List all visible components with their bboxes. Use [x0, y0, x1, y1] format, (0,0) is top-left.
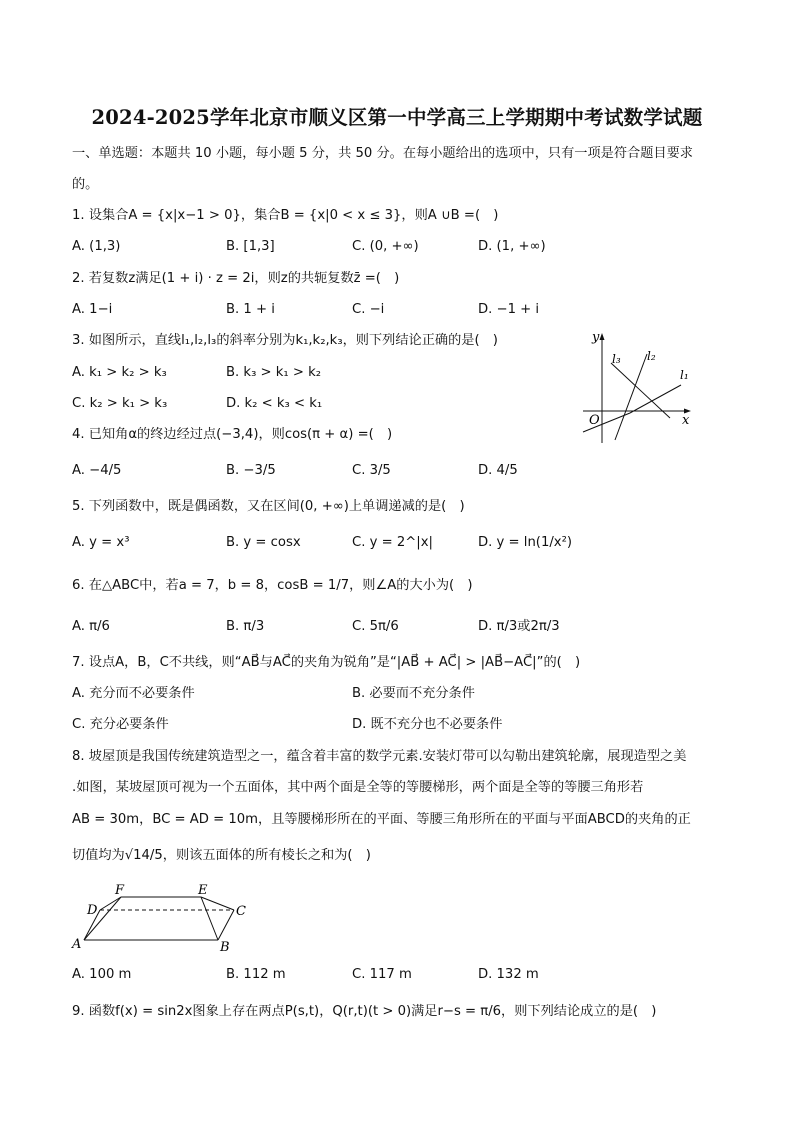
q4-option-c: C. 3/5 [352, 463, 391, 478]
question-8-line1: 8. 坡屋顶是我国传统建筑造型之一，蕴含着丰富的数学元素.安装灯带可以勾勒出建筑轮廓，展现造型之美 [72, 749, 687, 764]
l1-label: l₁ [680, 368, 689, 382]
q8-option-b: B. 112 m [226, 967, 286, 982]
y-axis-arrow [600, 333, 605, 340]
question-9-stem: 9. 函数f(x) = sin2x图象上存在两点P(s,t)，Q(r,t)(t > 0)满足r−s = π/6，则下列结论成立的是( ) [72, 1004, 657, 1019]
section-heading-line2: 的。 [72, 177, 99, 192]
q2-option-c: C. −i [352, 302, 385, 317]
question-5-stem: 5. 下列函数中，既是偶函数，又在区间(0, +∞)上单调递减的是( ) [72, 499, 465, 514]
q8-option-c: C. 117 m [352, 967, 412, 982]
q5-option-a: A. y = x³ [72, 535, 130, 550]
q6-option-d: D. π/3或2π/3 [478, 619, 560, 634]
q6-option-c: C. 5π/6 [352, 619, 399, 634]
q2-option-b: B. 1 + i [226, 302, 275, 317]
roof-solid-figure [68, 880, 258, 955]
vertex-e: E [198, 883, 208, 898]
lines-slope-figure [575, 328, 700, 446]
origin-label: O [589, 413, 600, 428]
q2-option-d: D. −1 + i [478, 302, 540, 317]
question-4-stem: 4. 已知角α的终边经过点(−3,4)，则cos(π + α) =( ) [72, 427, 393, 442]
question-8-line3: AB = 30m，BC = AD = 10m，且等腰梯形所在的平面、等腰三角形所在的平面与平面ABCD的夹角的正 [72, 812, 691, 827]
question-8-line2: .如图，某坡屋顶可视为一个五面体，其中两个面是全等的等腰梯形，两个面是全等的等腰三角形若 [72, 780, 644, 795]
question-7-stem: 7. 设点A，B，C不共线，则“AB⃗与AC⃗的夹角为锐角”是“|AB⃗ + AC⃗| > |AB⃗−AC⃗|”的( ) [72, 655, 581, 670]
q4-option-a: A. −4/5 [72, 463, 122, 478]
line-l1 [630, 385, 681, 413]
q1-option-a: A. (1,3) [72, 239, 121, 254]
question-3-stem: 3. 如图所示，直线l₁,l₂,l₃的斜率分别为k₁,k₂,k₃，则下列结论正确的是( ) [72, 333, 498, 348]
q5-option-b: B. y = cosx [226, 535, 301, 550]
q6-option-b: B. π/3 [226, 619, 265, 634]
q1-option-b: B. [1,3] [226, 239, 275, 254]
q5-option-c: C. y = 2^|x| [352, 535, 433, 550]
q8-option-d: D. 132 m [478, 967, 539, 982]
section-heading-line1: 一、单选题：本题共 10 小题，每小题 5 分，共 50 分。在每小题给出的选项中，只有一项是符合题目要求 [72, 146, 693, 161]
q7-option-a: A. 充分而不必要条件 [72, 686, 195, 701]
vertex-c: C [236, 904, 246, 919]
question-1-stem: 1. 设集合A = {x|x−1 > 0}，集合B = {x|0 < x ≤ 3}，则A ∪B =( ) [72, 208, 499, 223]
vertex-b: B [220, 940, 230, 955]
vertex-f: F [115, 883, 125, 898]
q3-option-c: C. k₂ > k₁ > k₃ [72, 396, 168, 411]
q4-option-b: B. −3/5 [226, 463, 276, 478]
l2-label: l₂ [647, 349, 656, 363]
q7-option-c: C. 充分必要条件 [72, 717, 169, 732]
edge-ce [201, 897, 234, 910]
question-6-stem: 6. 在△ABC中，若a = 7，b = 8，cosB = 1/7，则∠A的大小为( ) [72, 578, 473, 593]
q5-option-d: D. y = ln(1/x²) [478, 535, 573, 550]
l3-label: l₃ [612, 352, 621, 366]
vertex-d: D [87, 903, 98, 918]
x-label: x [682, 413, 690, 428]
q1-option-d: D. (1, +∞) [478, 239, 546, 254]
q1-option-c: C. (0, +∞) [352, 239, 419, 254]
vertex-a: A [72, 937, 82, 952]
q3-option-a: A. k₁ > k₂ > k₃ [72, 365, 167, 380]
q6-option-a: A. π/6 [72, 619, 110, 634]
line-l2 [615, 354, 647, 440]
q3-option-d: D. k₂ < k₃ < k₁ [226, 396, 323, 411]
q7-option-d: D. 既不充分也不必要条件 [352, 717, 503, 732]
edge-be [201, 897, 218, 940]
q8-option-a: A. 100 m [72, 967, 132, 982]
question-8-line4: 切值均为√14/5，则该五面体的所有棱长之和为( ) [72, 848, 371, 863]
edge-bc [218, 910, 234, 940]
q7-option-b: B. 必要而不充分条件 [352, 686, 475, 701]
q2-option-a: A. 1−i [72, 302, 113, 317]
q4-option-d: D. 4/5 [478, 463, 518, 478]
page-title: 2024-2025学年北京市顺义区第一中学高三上学期期中考试数学试题 [91, 106, 703, 129]
q3-option-b: B. k₃ > k₁ > k₂ [226, 365, 322, 380]
question-2-stem: 2. 若复数z满足(1 + i) · z = 2i，则z的共轭复数z̄ =( ) [72, 271, 400, 286]
edge-df [100, 897, 121, 910]
y-label: y [592, 330, 600, 345]
